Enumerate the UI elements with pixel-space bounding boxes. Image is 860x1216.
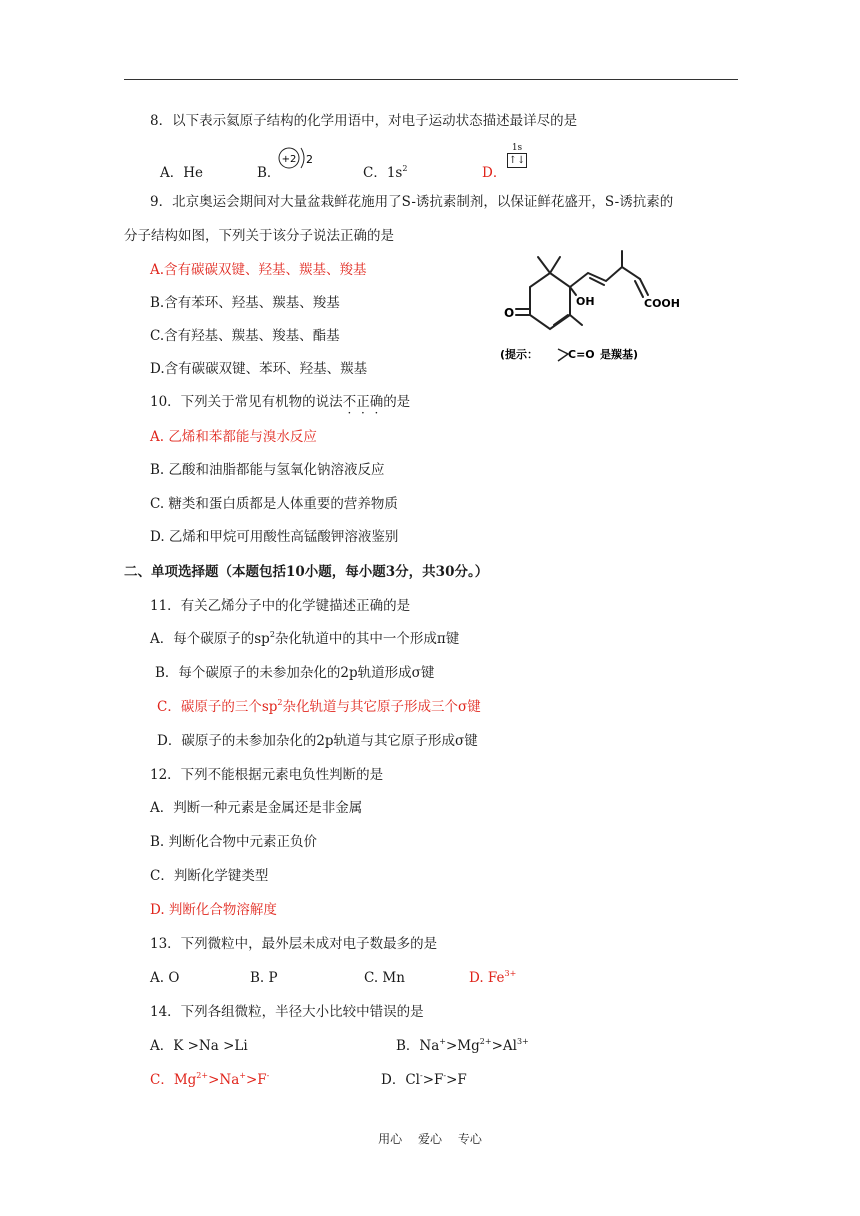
q12-option-a[interactable]: A．判断一种元素是金属还是非金属 xyxy=(150,800,363,816)
q14-option-d[interactable]: D．Cl->F->F xyxy=(381,1071,467,1088)
q8-stem: 8．以下表示氦原子结构的化学用语中，对电子运动状态描述最详尽的是 xyxy=(150,113,578,129)
q8-option-c[interactable]: C．$1s^2$ xyxy=(363,164,408,181)
q11-stem: 11．有关乙烯分子中的化学键描述正确的是 xyxy=(150,598,411,614)
q9-stem-line1: 9．北京奥运会期间对大量盆栽鲜花施用了S-诱抗素制剂，以保证鲜花盛开，S-诱抗素的 xyxy=(150,194,674,210)
q8-shell-text: 2 xyxy=(306,153,313,166)
q8-option-b-label[interactable]: B． xyxy=(257,165,281,181)
footer-word-1: 用心 xyxy=(378,1132,403,1146)
q8-option-a[interactable]: A．He xyxy=(160,165,204,181)
q9-option-c[interactable]: C.含有羟基、羰基、羧基、酯基 xyxy=(150,328,340,344)
structure-o-label: O xyxy=(504,306,515,320)
q12-option-d[interactable]: D. 判断化合物溶解度 xyxy=(150,902,277,918)
q13-option-a[interactable]: A. O xyxy=(150,970,180,986)
q9-option-b[interactable]: B.含有苯环、羟基、羰基、羧基 xyxy=(150,295,340,311)
q10-stem: 10．下列关于常见有机物的说法不正确的是 xyxy=(150,394,411,410)
q13-option-b[interactable]: B. P xyxy=(250,970,278,986)
q11-option-d[interactable]: D．碳原子的未参加杂化的2p轨道与其它原子形成σ键 xyxy=(157,733,478,749)
q10-option-b[interactable]: B. 乙酸和油脂都能与氢氧化钠溶液反应 xyxy=(150,462,385,478)
q14-option-c[interactable]: C．$Mg^{2+}>Na^+>F^-$ xyxy=(150,1071,270,1088)
q13-option-d[interactable]: D. $Fe^{3+}$ xyxy=(469,969,517,986)
q12-option-b[interactable]: B. 判断化合物中元素正负价 xyxy=(150,834,318,850)
q14-option-b[interactable]: B．$Na^+>Mg^{2+}>Al^{3+}$ xyxy=(396,1037,529,1054)
q9-stem-line2: 分子结构如图，下列关于该分子说法正确的是 xyxy=(124,228,394,244)
q13-option-c[interactable]: C. Mn xyxy=(364,970,405,986)
q14-option-a[interactable]: A．K >Na >Li xyxy=(150,1038,248,1054)
s-abscisic-acid-structure xyxy=(498,245,688,370)
q11-option-a[interactable]: A．每个碳原子的$sp^2$杂化轨道中的其中一个形成π键 xyxy=(150,630,460,647)
q11-option-b[interactable]: B．每个碳原子的未参加杂化的2p轨道形成σ键 xyxy=(155,665,435,681)
section-two-heading: 二、单项选择题（本题包括10小题，每小题3分，共30分。） xyxy=(124,564,489,580)
structure-hint-prefix: (提示： xyxy=(500,348,539,361)
q8-orbital-label: 1s xyxy=(511,143,523,153)
q8-atom-diagram xyxy=(275,144,319,180)
q10-option-d[interactable]: D. 乙烯和甲烷可用酸性高锰酸钾溶液鉴别 xyxy=(150,529,399,545)
q11-option-c[interactable]: C．碳原子的三个$sp^2$杂化轨道与其它原子形成三个σ键 xyxy=(157,698,481,715)
footer-word-2: 爱心 xyxy=(417,1132,442,1146)
q13-stem: 13．下列微粒中，最外层未成对电子数最多的是 xyxy=(150,936,438,952)
structure-hint-group: C=O xyxy=(568,348,595,361)
q8-nucleus-text: +2 xyxy=(281,154,297,165)
structure-hint-suffix: 是羰基) xyxy=(600,348,639,361)
q14-stem: 14．下列各组微粒，半径大小比较中错误的是 xyxy=(150,1004,424,1020)
q10-option-c[interactable]: C. 糖类和蛋白质都是人体重要的营养物质 xyxy=(150,496,398,512)
structure-oh-label: OH xyxy=(576,295,595,308)
footer-word-3: 专心 xyxy=(457,1132,482,1146)
page-footer xyxy=(0,1130,860,1147)
q9-option-d[interactable]: D.含有碳碳双键、苯环、羟基、羰基 xyxy=(150,361,368,377)
q9-option-a[interactable]: A.含有碳碳双键、羟基、羰基、羧基 xyxy=(150,262,367,278)
structure-cooh-label: COOH xyxy=(644,297,680,310)
q10-option-a[interactable]: A. 乙烯和苯都能与溴水反应 xyxy=(150,429,317,445)
q8-orbital-box xyxy=(507,143,527,168)
q8-option-d[interactable]: D． xyxy=(482,165,507,181)
q12-stem: 12．下列不能根据元素电负性判断的是 xyxy=(150,767,384,783)
q8-orbital-arrows: ↑↓ xyxy=(508,155,526,166)
header-rule xyxy=(124,79,738,80)
q12-option-c[interactable]: C．判断化学键类型 xyxy=(150,868,269,884)
